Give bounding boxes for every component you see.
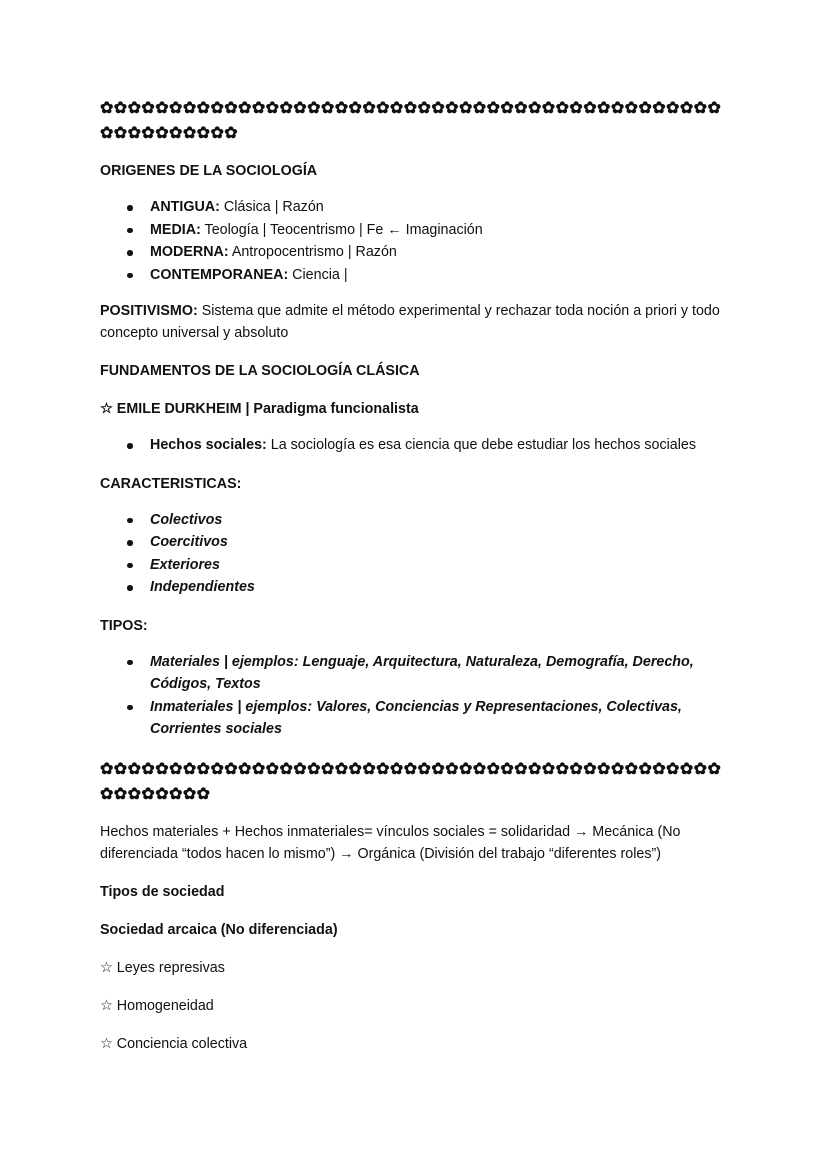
list-item: MODERNA: Antropocentrismo | Razón [150,241,730,264]
caracteristicas-list [100,509,730,599]
heading-origenes: ORIGENES DE LA SOCIOLOGÍA [100,163,318,179]
arcaica-item: ☆ Conciencia colectiva [100,1035,248,1052]
hechos-list [100,434,730,457]
heading-caracteristicas: CARACTERISTICAS: [100,475,242,492]
heading-durkheim: ☆ EMILE DURKHEIM | Paradigma funcionalista [100,401,419,417]
list-item: MEDIA: Teología | Teocentrismo | Fe ← Imaginación [150,219,730,242]
list-item: Materiales | ejemplos: Lenguaje, Arquitectura, Naturaleza, Demografía, Derecho, Códigos, Textos [150,651,730,696]
positivismo-paragraph: POSITIVISMO: Sistema que admite el método experimental y rechazar toda noción a priori y todo concepto universal y absoluto [100,303,720,341]
tipos-list [100,651,730,741]
list-item: Coercitivos [150,531,730,554]
document-body [100,96,730,1055]
arcaica-item: ☆ Leyes represivas [100,959,225,976]
origenes-list [100,196,730,286]
heading-fundamentos: FUNDAMENTOS DE LA SOCIOLOGÍA CLÁSICA [100,363,420,379]
heading-tipos: TIPOS: [100,617,148,634]
flower-divider: ✿✿✿✿✿✿✿✿✿✿✿✿✿✿✿✿✿✿✿✿✿✿✿✿✿✿✿✿✿✿✿✿✿✿✿✿✿✿✿✿✿✿✿✿✿✿✿✿✿✿✿✿✿ [100,760,722,803]
arcaica-item: ☆ Homogeneidad [100,997,214,1014]
flower-divider: ✿✿✿✿✿✿✿✿✿✿✿✿✿✿✿✿✿✿✿✿✿✿✿✿✿✿✿✿✿✿✿✿✿✿✿✿✿✿✿✿✿✿✿✿✿✿✿✿✿✿✿✿✿✿✿ [100,100,722,142]
vinculos-paragraph: Hechos materiales + Hechos inmateriales= vínculos sociales = solidaridad → Mecánica (No diferenciada “todos hacen lo mismo”) → Orgánica (División del trabajo “diferentes roles”) [100,823,681,862]
list-item: Inmateriales | ejemplos: Valores, Conciencias y Representaciones, Colectivas, Corrientes sociales [150,696,730,741]
heading-sociedad-arcaica: Sociedad arcaica (No diferenciada) [100,921,338,938]
heading-tipos-sociedad: Tipos de sociedad [100,883,225,900]
list-item: Hechos sociales: La sociología es esa ciencia que debe estudiar los hechos sociales [150,434,730,457]
list-item: Colectivos [150,509,730,532]
list-item: Independientes [150,576,730,599]
list-item: CONTEMPORANEA: Ciencia | [150,264,730,287]
list-item: Exteriores [150,554,730,577]
list-item: ANTIGUA: Clásica | Razón [150,196,730,219]
